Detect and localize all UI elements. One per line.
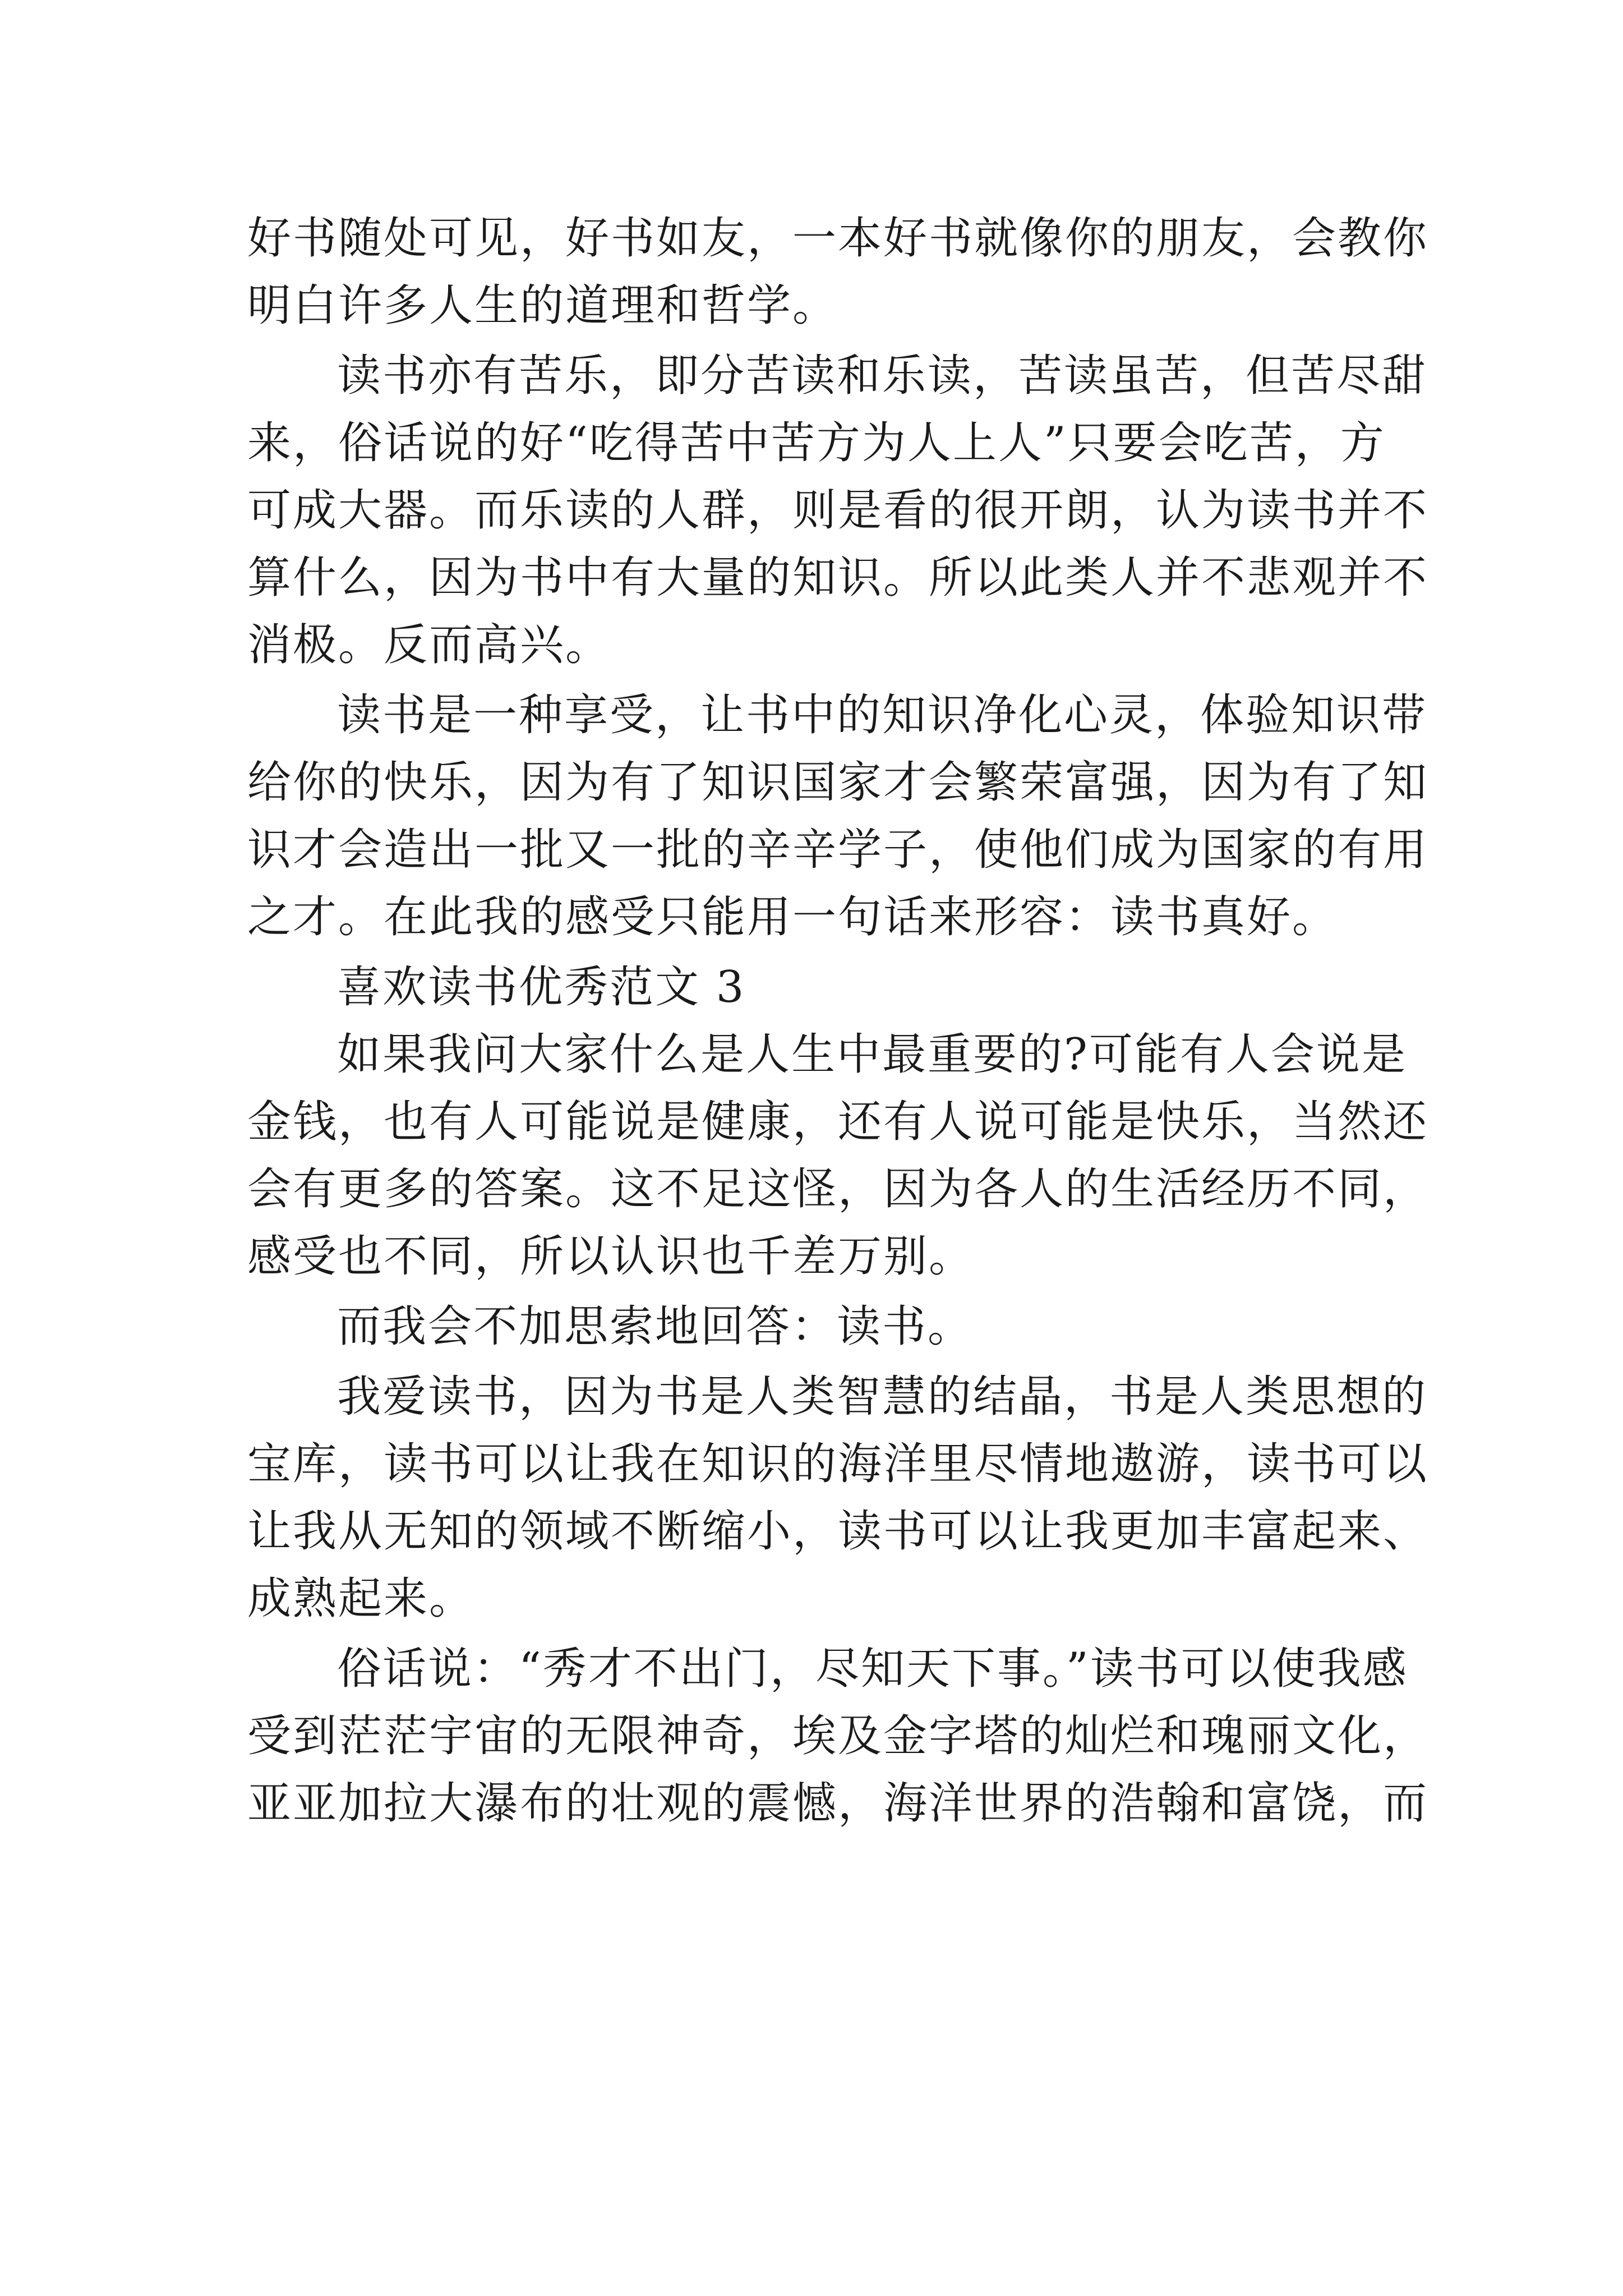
text-line: 受到茫茫宇宙的无限神奇，埃及金字塔的灿烂和瑰丽文化，	[247, 1711, 1429, 1761]
text-line: 读书是一种享受，让书中的知识净化心灵，体验知识带	[337, 690, 1428, 740]
text-line: 会有更多的答案。这不足这怪，因为各人的生活经历不同，	[247, 1164, 1429, 1214]
text-line: 识才会造出一批又一批的辛辛学子，使他们成为国家的有用	[247, 825, 1429, 875]
text-line: 而我会不加思索地回答：读书。	[337, 1301, 974, 1352]
text-line: 来，俗话说的好“吃得苦中苦方为人上人”只要会吃苦，方	[247, 418, 1386, 468]
text-line: 如果我问大家什么是人生中最重要的?可能有人会说是	[337, 1029, 1407, 1080]
text-line: 成熟起来。	[247, 1573, 475, 1624]
text-line: 读书亦有苦乐，即分苦读和乐读，苦读虽苦，但苦尽甜	[337, 351, 1428, 401]
text-line: 让我从无知的领域不断缩小，读书可以让我更加丰富起来、	[247, 1506, 1429, 1557]
text-line: 消极。反而高兴。	[247, 620, 611, 670]
text-line: 给你的快乐，因为有了知识国家才会繁荣富强，因为有了知	[247, 757, 1429, 808]
text-line: 我爱读书，因为书是人类智慧的结晶，书是人类思想的	[337, 1372, 1428, 1422]
text-line: 可成大器。而乐读的人群，则是看的很开朗，认为读书并不	[247, 485, 1429, 536]
text-line: 俗话说：“秀才不出门，尽知天下事。”读书可以使我感	[337, 1644, 1408, 1694]
text-line: 金钱，也有人可能说是健康，还有人说可能是快乐，当然还	[247, 1097, 1429, 1147]
text-line: 好书随处可见，好书如友，一本好书就像你的朋友，会教你	[247, 213, 1429, 264]
text-line: 算什么，因为书中有大量的知识。所以此类人并不悲观并不	[247, 553, 1429, 603]
section-heading: 喜欢读书优秀范文 3	[337, 962, 746, 1013]
text-line: 明白许多人生的道理和哲学。	[247, 280, 838, 331]
text-line: 之才。在此我的感受只能用一句话来形容：读书真好。	[247, 892, 1338, 942]
text-line: 宝库，读书可以让我在知识的海洋里尽情地遨游，读书可以	[247, 1439, 1429, 1489]
text-line: 亚亚加拉大瀑布的壮观的震憾，海洋世界的浩翰和富饶，而	[247, 1778, 1429, 1829]
text-line: 感受也不同，所以认识也千差万别。	[247, 1231, 975, 1282]
